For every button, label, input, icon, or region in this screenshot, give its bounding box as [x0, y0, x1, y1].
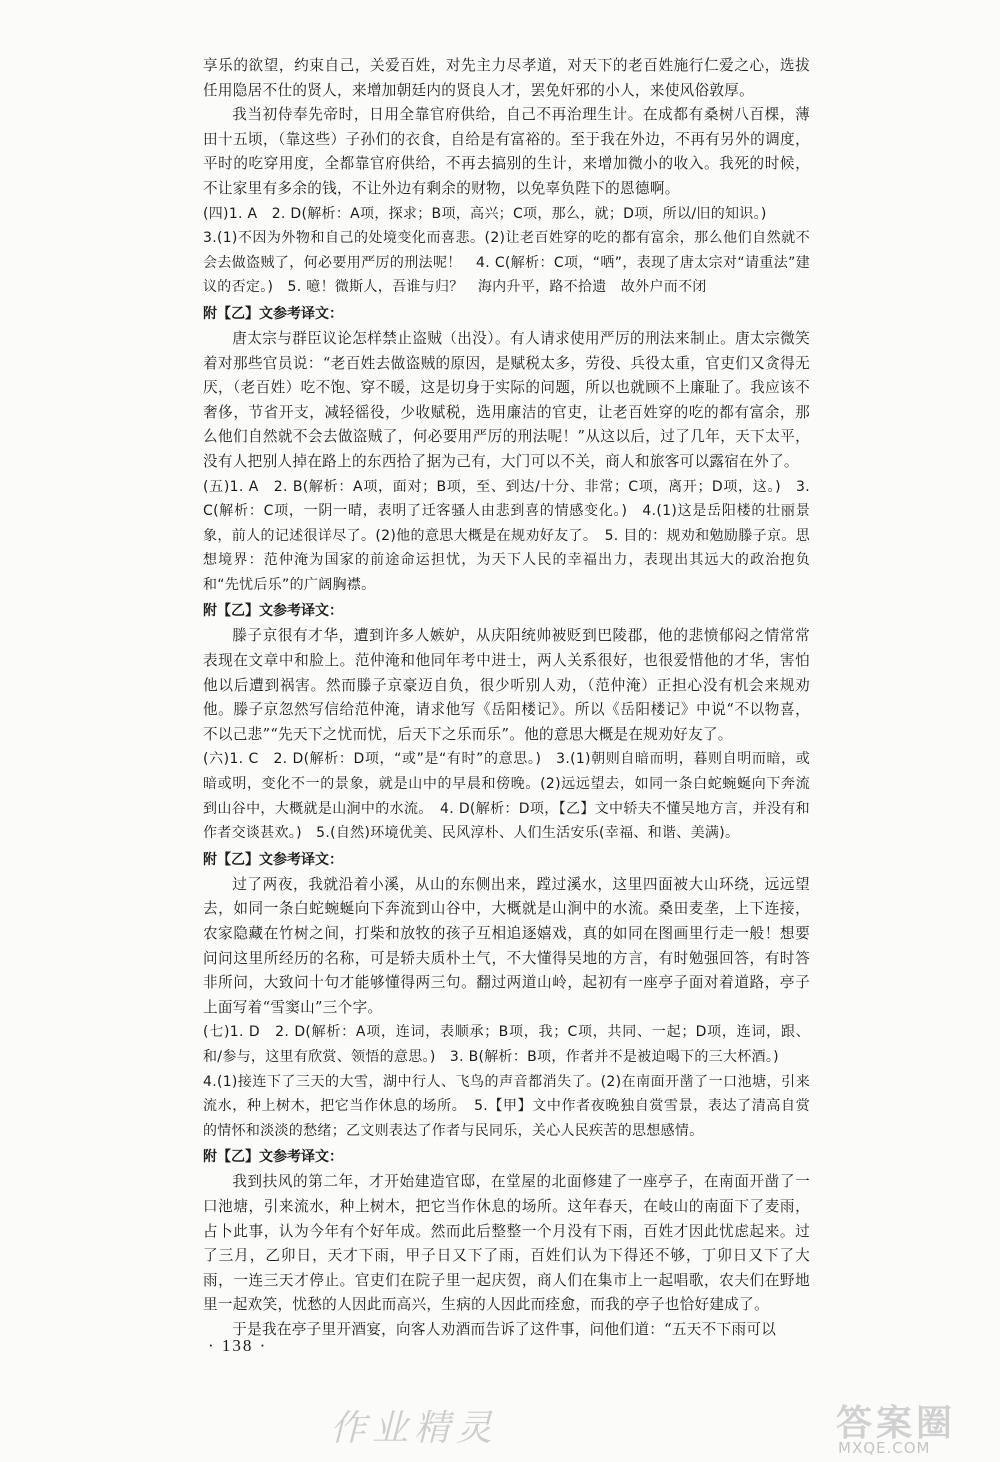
section-heading: 附【乙】文参考译文： [203, 305, 343, 322]
answer-paragraph: (五)1. A 2. B(解析：A项，面对；B项，至、到达/十分、非常；C项，离开；D项，这。) 3. C(解析：C项，一阴一晴，表明了迁客骚人由悲到喜的情感变化。) 4.(1)这是岳阳楼的壮丽景象，前人的记述很详尽了。(2)他的意思大概是在规劝好友了。 5. 目的：规劝和勉励滕子京。思想境界：范仲淹为国家的前途命运担忧，为天下人民的幸福出力，表现出其远大的政治抱负和“先忧后乐”的广阔胸襟。 [203, 478, 810, 593]
section-heading: 附【乙】文参考译文： [203, 851, 343, 868]
translation-paragraph: 我到扶风的第二年，才开始建造官邸，在堂屋的北面修建了一座亭子，在南面开凿了一口池塘，引来流水，种上树木，把它当作休息的场所。这年春天，在岐山的南面下了麦雨，占卜此事，认为今年有个好年成。然而此后整整一个月没有下雨，百姓才因此忧虑起来。过了三月，乙卯日，天才下雨，甲子日又下了雨，百姓们认为下得还不够，丁卯日又下了大雨，一连三天才停止。官吏们在院子里一起庆贺，商人们在集市上一起唱歌，农夫们在野地里一起欢笑，忧愁的人因此而高兴，生病的人因此而痊愈，而我的亭子也恰好建成了。 [203, 1173, 810, 1314]
watermark-logo [828, 1395, 996, 1457]
answer-paragraph: (四)1. A 2. D(解析：A项，探求；B项，高兴；C项，那么，就；D项，所以/旧的知识。) [203, 205, 767, 222]
translation-paragraph: 我当初侍奉先帝时，日用全靠官府供给，自己不再治理生计。在成都有桑树八百棵，薄田十五顷，（靠这些）子孙们的衣食，自给是有富裕的。至于我在外边，不再有另外的调度，平时的吃穿用度，全都靠官府供给，不再去搞别的生计，来增加微小的收入。我死的时候，不让家里有多余的钱，不让外边有剩余的财物，以免辜负陛下的恩德啊。 [203, 106, 810, 197]
answer-paragraph: (七)1. D 2. D(解析：A项，连词，表顺承；B项，我；C项，共同、一起；D项，连词，跟、和/参与，这里有欣赏、领悟的意思。) 3. B(解析：B项，作者并不是被迫喝下的三大杯酒。) [203, 1024, 810, 1065]
translation-paragraph: 滕子京很有才华，遭到许多人嫉妒，从庆阳统帅被贬到巴陵郡，他的悲愤郁闷之情常常表现在文章中和脸上。范仲淹和他同年考中进士，两人关系很好，也很爱惜他的才华，害怕他以后遭到祸害。然而滕子京豪迈自负，很少听别人劝，（范仲淹）正担心没有机会来规劝他。滕子京忽然写信给范仲淹，请求他写《岳阳楼记》。所以《岳阳楼记》中说“不以物喜，不以己悲”“先天下之忧而忧，后天下之乐而乐”。他的意思大概是在规劝好友了。 [203, 627, 810, 743]
section-heading: 附【乙】文参考译文： [203, 603, 343, 620]
section-heading: 附【乙】文参考译文： [203, 1149, 343, 1166]
translation-paragraph: 过了两夜，我就沿着小溪，从山的东侧出来，蹚过溪水，这里四面被大山环绕，远远望去，如同一条白蛇蜿蜒向下奔流到山谷中，大概就是山涧中的水流。桑田麦垄，上下连接，农家隐藏在竹树之间，打柴和放牧的孩子互相追逐嬉戏，真的如同在图画里行走一般！想要问问这里所经历的名称，可是轿夫质朴土气，不大懂得吴地的方言，有时勉强回答，有时答非所问，大致问十句才能够懂得两三句。翻过两道山岭，起初有一座亭子面对着道路，亭子上面写着“雪窦山”三个字。 [203, 875, 810, 1016]
watermark-text: 作业精灵 [330, 1408, 499, 1449]
translation-paragraph: 享乐的欲望，约束自己，关爱百姓，对先主力尽孝道，对天下的老百姓施行仁爱之心，选拔任用隐居不仕的贤人，来增加朝廷内的贤良人才，罢免奸邪的小人，来使风俗敦厚。 [203, 57, 810, 99]
page-number: · 138 · [208, 1336, 268, 1355]
answer-paragraph: (六)1. C 2. D(解析：D项，“或”是“有时”的意思。) 3.(1)朝则自暗而明，暮则自明而暗，或暗或明，变化不一的景象，就是山中的早晨和傍晚。(2)远远望去，如同一条白蛇蜿蜒向下奔流到山谷中，大概就是山涧中的水流。 4. D(解析：D项，【乙】文中轿夫不懂吴地方言，并没有和作者交谈甚欢。) 5.(自然)环境优美、民风淳朴、人们生活安乐(幸福、和谐、美满)。 [203, 751, 810, 842]
translation-paragraph: 于是我在亭子里开酒宴，向客人劝酒而告诉了这件事，问他们道：“五天不下雨可以 [232, 1320, 777, 1338]
watermark-logo-text: 答案圈 [836, 1403, 957, 1444]
watermark-url: MXQE.COM [838, 1439, 931, 1457]
translation-paragraph: 唐太宗与群臣议论怎样禁止盗贼（出没）。有人请求使用严厉的刑法来制止。唐太宗微笑着对那些官员说：“老百姓去做盗贼的原因，是赋税太多，劳役、兵役太重，官吏们又贪得无厌，（老百姓）吃不饱、穿不暖，这是切身于实际的问题，所以也就顾不上廉耻了。我应该不奢侈，节省开支，减轻徭役，少收赋税，选用廉洁的官吏，让老百姓穿的吃的都有富余，那么他们自然就不会去做盗贼了，何必要用严厉的刑法呢！”从这以后，过了几年，天下太平，没有人把别人掉在路上的东西拾了据为己有，大门可以不关，商人和旅客可以露宿在外了。 [203, 329, 810, 470]
page-content [203, 54, 810, 1343]
answer-paragraph: 4.(1)接连下了三天的大雪，湖中行人、飞鸟的声音都消失了。(2)在南面开凿了一口池塘，引来流水，种上树木，把它当作休息的场所。 5.【甲】文中作者夜晚独自赏雪景，表达了清高自赏的情怀和淡淡的愁绪；乙文则表达了作者与民同乐，关心人民疾苦的思想感情。 [203, 1073, 810, 1139]
answer-paragraph: 3.(1)不因为外物和自己的处境变化而喜悲。(2)让老百姓穿的吃的都有富余，那么他们自然就不会去做盗贼了，何必要用严厉的刑法呢！ 4. C(解析：C项，“哂”，表现了唐太宗对“请重法”建议的否定。) 5. 噫！微斯人，吾谁与归？ 海内升平，路不拾遗 故外户而不闭 [203, 230, 810, 296]
